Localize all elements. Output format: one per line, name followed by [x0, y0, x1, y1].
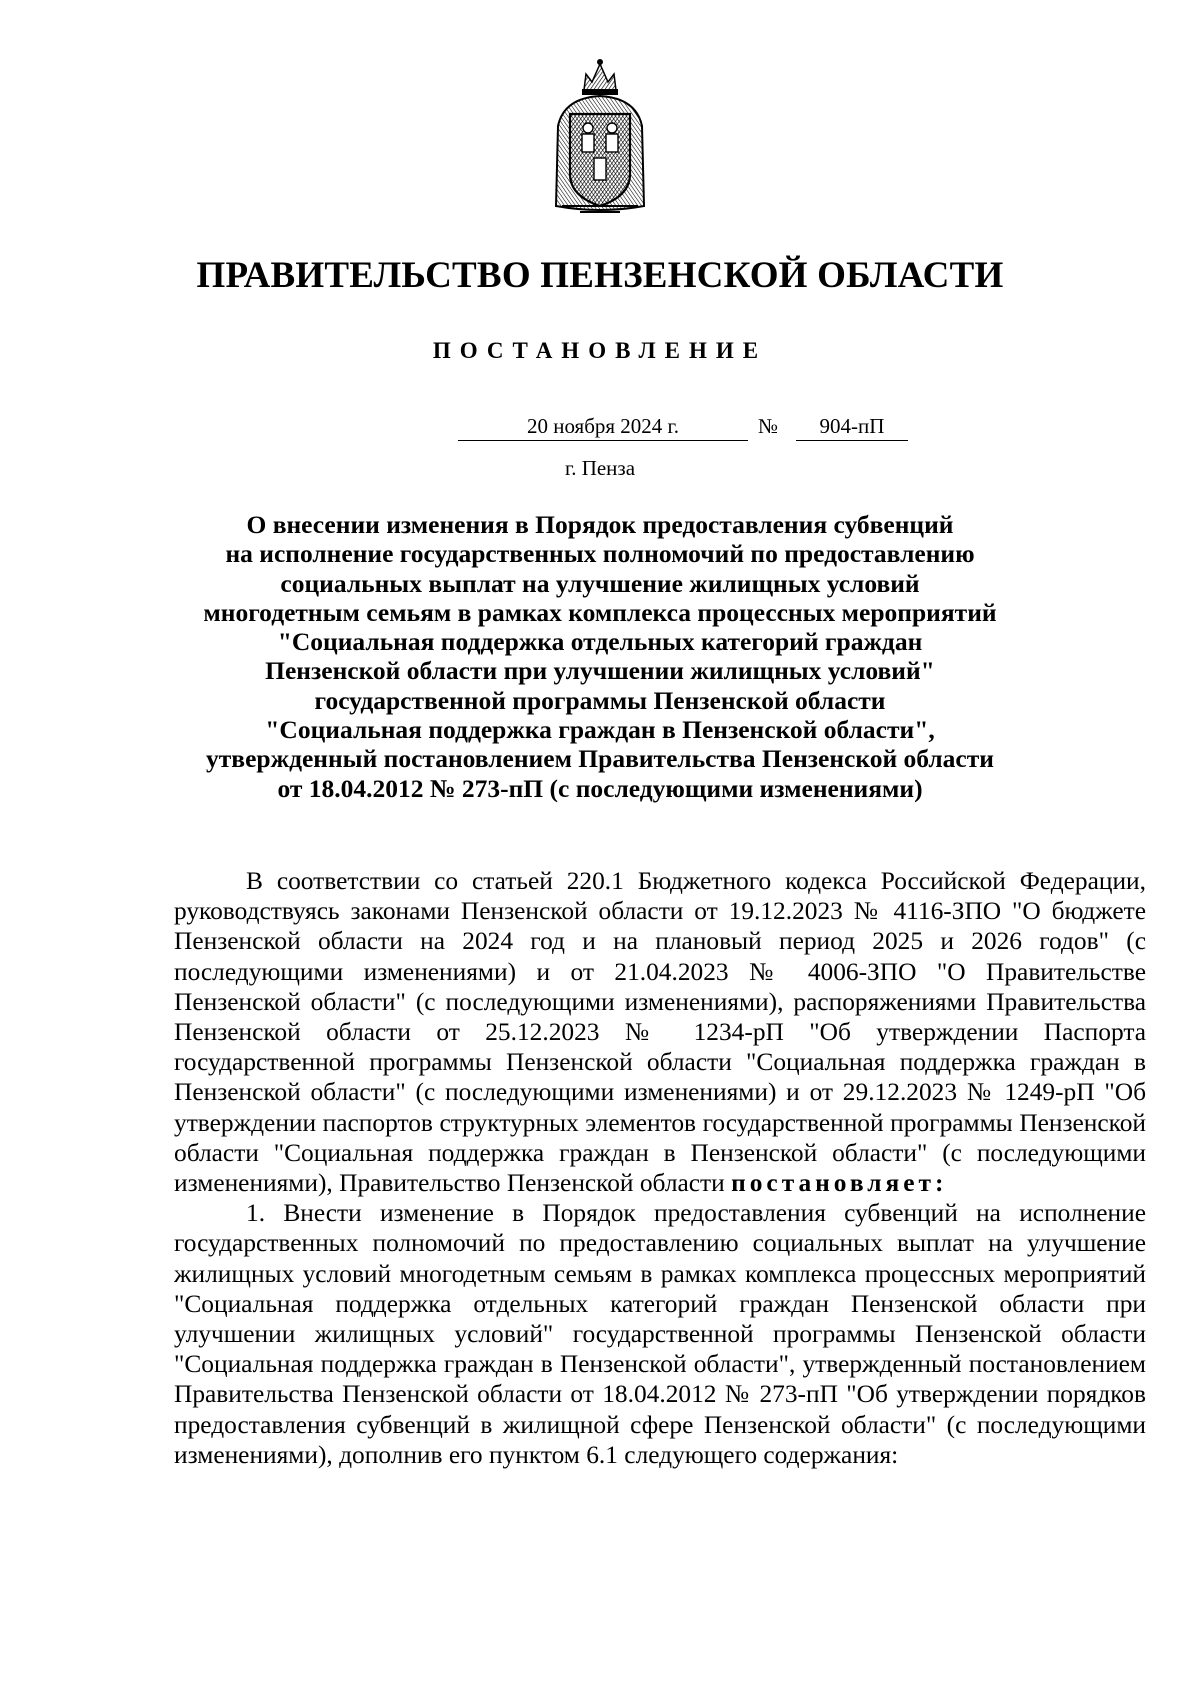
document-subject	[200, 510, 1000, 803]
subject-line: государственной программы Пензенской области	[314, 685, 886, 715]
document-number: 904-пП	[796, 412, 908, 441]
subject-line: "Социальная поддержка граждан в Пензенской области",	[265, 715, 935, 745]
government-title: ПРАВИТЕЛЬСТВО ПЕНЗЕНСКОЙ ОБЛАСТИ	[196, 255, 1004, 296]
item-1-paragraph: 1. Внести изменение в Порядок предоставления субвенций на исполнение государственных полномочий по предоставлению социальных выплат на улучшение жилищных условий многодетным семьям в рамках комплекса процессных мероприятий "Социальная поддержка отдельных категорий граждан Пензенской области при улучшении жилищных условий" государственной программы Пензенской области "Социальная поддержка граждан в Пензенской области", утвержденный постановлением Правительства Пензенской области от 18.04.2012 № 273-пП "Об утверждении порядков предоставления субвенций в жилищной сфере Пензенской области" (с последующими изменениями), дополнив его пунктом 6.1 следующего содержания:	[174, 1199, 1146, 1469]
coat-of-arms-emblem	[540, 56, 660, 218]
subject-line: Пензенской области при улучшении жилищных условий"	[265, 656, 935, 686]
date-number-line	[458, 412, 908, 444]
city-label: г. Пенза	[564, 456, 636, 480]
subject-line: от 18.04.2012 № 273-пП (с последующими изменениями)	[277, 773, 923, 803]
subject-line: многодетным семьям в рамках комплекса процессных мероприятий	[203, 597, 997, 627]
document-type: ПОСТАНОВЛЕНИЕ	[432, 338, 768, 363]
subject-line: на исполнение государственных полномочий по предоставлению	[225, 539, 975, 569]
document-date: 20 ноября 2024 г.	[458, 412, 748, 441]
decree-word: постановляет:	[731, 1169, 948, 1198]
subject-line: социальных выплат на улучшение жилищных условий	[280, 568, 920, 598]
subject-line: О внесении изменения в Порядок предоставления субвенций	[246, 510, 954, 539]
number-sign: №	[758, 414, 779, 438]
crown-icon	[582, 59, 618, 95]
preamble-paragraph	[174, 866, 1146, 1198]
subject-line: утвержденный постановлением Правительства Пензенской области	[206, 744, 994, 774]
document-body	[174, 866, 1146, 1470]
subject-line: "Социальная поддержка отдельных категорий граждан	[277, 627, 923, 657]
preamble-text: В соответствии со статьей 220.1 Бюджетного кодекса Российской Федерации, руководствуясь законами Пензенской области от 19.12.2023 № 4116-ЗПО "О бюджете Пензенской области на 2024 год и на плановый период 2025 и 2026 годов" (с последующими изменениями) и от 21.04.2023 № 4006-ЗПО "О Правительстве Пензенской области" (с последующими изменениями), распоряжениями Правительства Пензенской области от 25.12.2023 № 1234-рП "Об утверждении Паспорта государственной программы Пензенской области "Социальная поддержка граждан в Пензенской области" (с последующими изменениями) и от 29.12.2023 № 1249-рП "Об утверждении паспортов структурных элементов государственной программы Пензенской области "Социальная поддержка граждан в Пензенской области" (с последующими изменениями), Правительство Пензенской области	[174, 867, 1146, 1198]
